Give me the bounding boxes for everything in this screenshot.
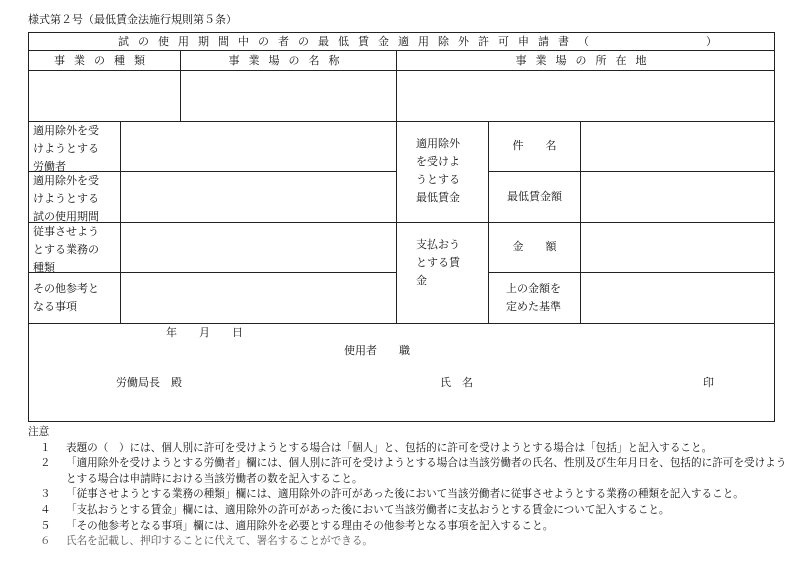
label-paid-wage-group: 支払おう とする賃 金 — [416, 238, 460, 287]
date-field[interactable]: 年 月 日 — [166, 326, 243, 339]
title-parenthesis-blank[interactable] — [560, 33, 705, 50]
note-item: １ 表題の（ ）には、個人別に許可を受けようとする場合は「個人」と、包括的に許可を受けようとする場合は「包括」と記入すること。 — [40, 441, 713, 454]
label-amount-basis: 上の金額を 定めた基準 — [506, 282, 561, 313]
note-item: ２ 「適用除外を受けようとする労働者」欄には、個人別に許可を受けようとする場合は当該労働者の氏名、性別及び生年月日を、包括的に許可を受けようとする場合は申請時における当該労働者の数を記入すること。 — [40, 457, 787, 485]
notes-heading: 注意 — [28, 426, 50, 438]
job-type-field[interactable] — [121, 223, 396, 272]
note-item: ３ 「従事させようとする業務の種類」欄には、適用除外の許可があった後において当該労働者に従事させようとする業務の種類を記入すること。 — [40, 488, 744, 501]
min-wage-amount-field[interactable] — [581, 172, 774, 222]
header-establishment-name: 事業場の名称 — [228, 54, 349, 67]
addressee-label: 労働局長 殿 — [116, 376, 182, 389]
other-remarks-field[interactable] — [121, 273, 396, 323]
note-item: ４ 「支払おうとする賃金」欄には、適用除外の許可があった後において当該労働者に支払おうとする賃金について記入すること。 — [40, 503, 670, 516]
type-of-business-field[interactable] — [29, 71, 180, 121]
employer-title-field[interactable]: 使用者 職 — [344, 344, 410, 357]
paid-amount-field[interactable] — [581, 223, 774, 272]
header-type-of-business: 事業の種類 — [54, 54, 154, 67]
title-close-paren: ） — [706, 35, 717, 48]
min-wage-name-field[interactable] — [581, 122, 774, 171]
note-item: ５ 「その他参考となる事項」欄には、適用除外を必要とする理由その他参考となる事項を記入すること。 — [40, 519, 554, 532]
amount-basis-field[interactable] — [581, 273, 774, 323]
form-title: 試の使用期間中の者の最低賃金適用除外許可申請書（ — [118, 35, 598, 48]
label-other-remarks: その他参考と なる事項 — [33, 282, 99, 313]
label-paid-amount: 金 額 — [512, 240, 557, 253]
exempt-worker-field[interactable] — [121, 122, 396, 171]
form-number: 様式第２号（最低賃金法施行規則第５条） — [28, 13, 237, 26]
establishment-name-field[interactable] — [181, 71, 396, 121]
label-min-wage-group: 適用除外 を受けよ うとする 最低賃金 — [416, 137, 460, 204]
establishment-address-field[interactable] — [397, 71, 774, 121]
note-item: ６ 氏名を記載し、押印することに代えて、署名することができる。 — [40, 535, 374, 548]
label-min-wage-name: 件 名 — [512, 139, 557, 152]
header-establishment-address: 事業場の所在地 — [515, 54, 656, 67]
seal-mark: 印 — [703, 376, 714, 389]
label-exempt-worker: 適用除外を受 けようとする 労働者 — [33, 124, 99, 173]
notes-section — [28, 425, 788, 550]
label-min-wage-amount: 最低賃金額 — [507, 190, 562, 203]
employer-name-field[interactable]: 氏 名 — [440, 376, 473, 389]
label-trial-period: 適用除外を受 けようとする 試の使用期間 — [33, 174, 99, 223]
trial-period-field[interactable] — [121, 172, 396, 222]
label-job-type: 従事させよう とする業務の 種類 — [33, 225, 99, 274]
